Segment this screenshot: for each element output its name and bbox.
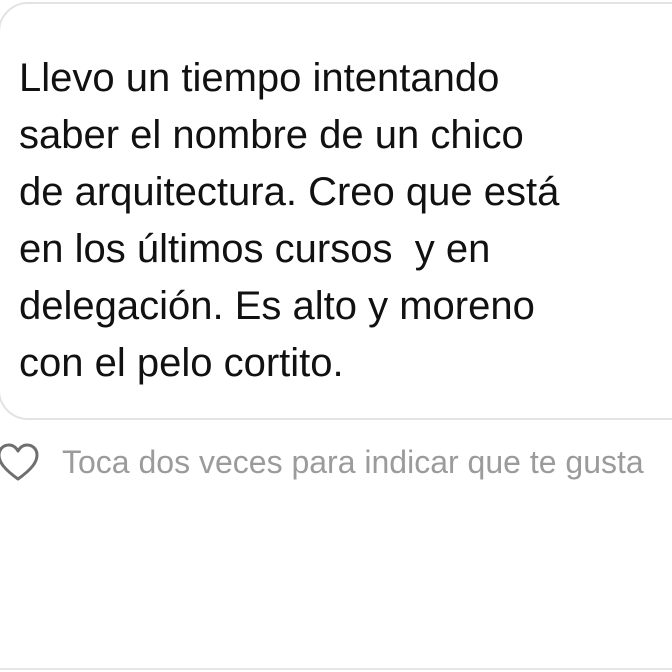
heart-icon[interactable]: [0, 442, 40, 482]
like-hint-text: Toca dos veces para indicar que te gusta: [62, 443, 644, 480]
message-bubble[interactable]: [0, 2, 672, 420]
divider: [0, 668, 672, 670]
message-text: Llevo un tiempo intentando saber el nombre de un chico de arquitectura. Creo que está en los últimos cursos y en delegación. Es alto y moreno con el pelo cortito.: [19, 56, 560, 385]
like-row[interactable]: [0, 436, 644, 488]
